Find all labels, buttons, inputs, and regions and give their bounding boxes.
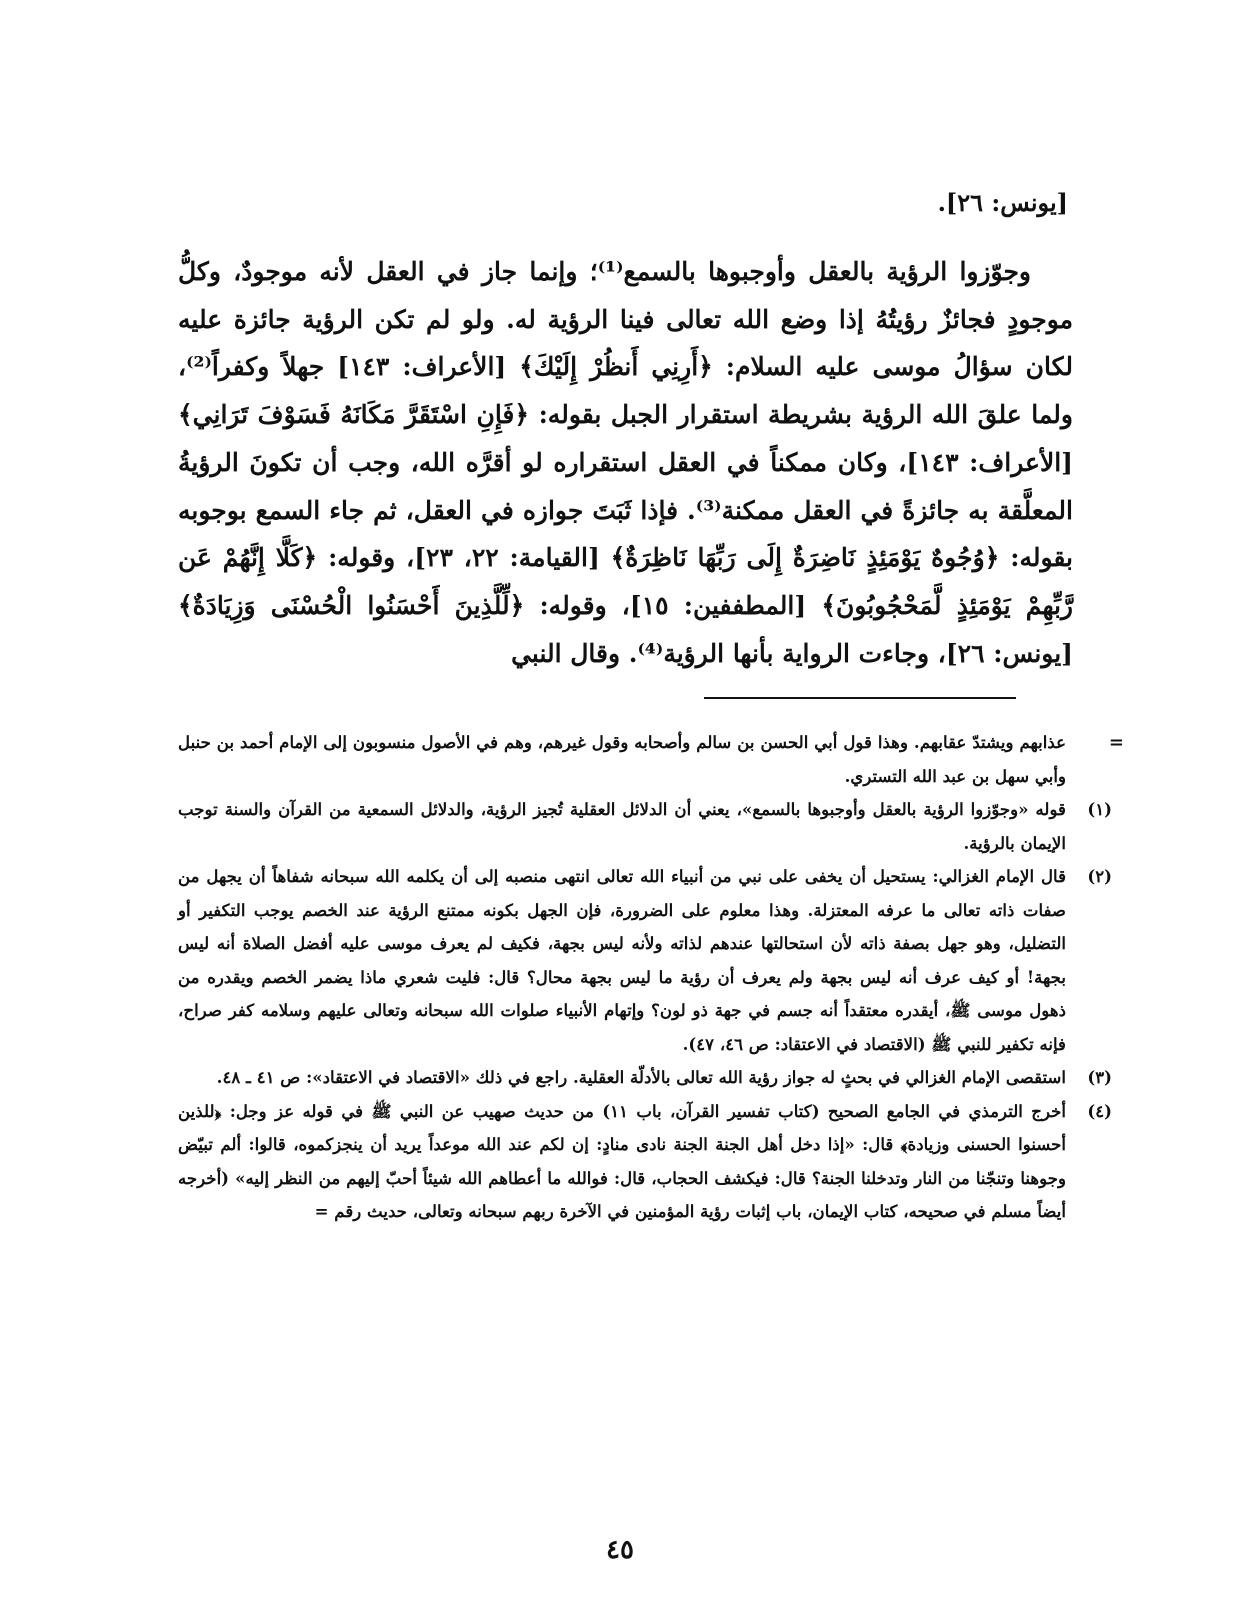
footnote-marker: (٤) [1087,1100,1112,1121]
footnote-2 [178,860,1112,1061]
footnote-separator [704,697,1016,699]
footnote-marker: (١) [1087,799,1112,819]
footnote-text: استقصى الإمام الغزالي في بحثٍ له جواز رؤية الله تعالى بالأدلّة العقلية. راجع في ذلك «الاقتصاد في الاعتقاد»: ص ٤١ ـ ٤٨. [216,1067,1066,1087]
footnote-marker: = [1108,732,1124,753]
footnote-4 [178,1095,1112,1229]
body-paragraph: وجوّزوا الرؤية بالعقل وأوجبوها بالسمع⁽¹⁾؛ وإنما جاز في العقل لأنه موجودٌ، وكلُّ موجودٍ فجائزٌ رؤيتُهُ إذا وضع الله تعالى فينا الرؤية له. ولو لم تكن الرؤية جائزة عليه لكان سؤالُ موسى عليه السلام: ﴿أَرِنِي أَنظُرْ إِلَيْكَ﴾ [الأعراف: ١٤٣] جهلاً وكفراً⁽²⁾، ولما علقَ الله الرؤية بشريطة استقرار الجبل بقوله: ﴿فَإِنِ اسْتَقَرَّ مَكَانَهُ فَسَوْفَ تَرَانِي﴾ [الأعراف: ١٤٣]، وكان ممكناً في العقل استقراره لو أقرَّه الله، وجب أن تكونَ الرؤيةُ المعلَّقة به جائزةً في العقل ممكنة⁽³⁾. فإذا ثَبَتَ جوازه في العقل، ثم جاء السمع بوجوبه بقوله: ﴿وُجُوهٌ يَوْمَئِذٍ نَاضِرَةٌ إِلَى رَبِّهَا نَاظِرَةٌ﴾ [القيامة: ٢٢، ٢٣]، وقوله: ﴿كَلَّا إِنَّهُمْ عَن رَّبِّهِمْ يَوْمَئِذٍ لَّمَحْجُوبُونَ﴾ [المطففين: ١٥]، وقوله: ﴿لِّلَّذِينَ أَحْسَنُوا الْحُسْنَى وَزِيَادَةٌ﴾ [يونس: ٢٦]، وجاءت الرواية بأنها الرؤية⁽⁴⁾. وقال النبي [178,257,1073,668]
verse-reference-line: [يونس: ٢٦]. [937,188,1068,217]
page-number: ٤٥ [606,1535,634,1565]
footnote-1 [178,793,1112,860]
footnote-text: عذابهم ويشتدّ عقابهم. وهذا قول أبي الحسن بن سالم وأصحابه وقول غيرهم، وهم في الأصول منسوبون إلى الإمام أحمد بن حنبل وأبي سهل بن عبد الله التستري. [178,732,1066,786]
footnote-text: قال الإمام الغزالي: يستحيل أن يخفى على نبي من أنبياء الله تعالى انتهى منصبه إلى أن يكلمه الله سبحانه شفاهاً أن يجهل من صفات ذاته تعالى ما عرفه المعتزلة. وهذا معلوم على الضرورة، فإن الجهل بكونه ممتنع الرؤية عند الخصم يوجب التكفير أو التضليل، وهو جهل بصفة ذاته لأن استحالتها عندهم لذاته ولأنه ليس بجهة، فكيف لم يعرف موسى عليه أفضل الصلاة أنه ليس بجهة! أو كيف عرف أنه ليس بجهة ولم يعرف أن رؤية ما ليس بجهة محال؟ قال: فليت شعري ماذا يضمر الخصم ويقدره من ذهول موسى ﷺ، أيقدره معتقداً أنه جسم في جهة ذو لون؟ وإتهام الأنبياء صلوات الله سبحانه وتعالى عليهم وسلامه كفر صراح، فإنه تكفير للنبي ﷺ (الاقتصاد في الاعتقاد: ص ٤٦، ٤٧). [178,866,1066,1054]
main-body [178,248,1073,677]
footnote-marker: (٢) [1087,866,1112,886]
footnote-text: أخرج الترمذي في الجامع الصحيح (كتاب تفسير القرآن، باب ١١) من حديث صهيب عن النبي ﷺ في قوله عز وجل: ﴿للذين أحسنوا الحسنى وزيادة﴾ قال: «إذا دخل أهل الجنة الجنة نادى منادٍ: إن لكم عند الله موعداً يريد أن ينجزكموه، قالوا: ألم تبيّض وجوهنا وتنجّنا من النار وتدخلنا الجنة؟ قال: فيكشف الحجاب، قال: فوالله ما أعطاهم الله شيئاً أحبّ إليهم من النظر إليه» (أخرجه أيضاً مسلم في صحيحه، كتاب الإيمان، باب إثبات رؤية المؤمنين في الآخرة ربهم سبحانه وتعالى، حديث رقم = [178,1100,1066,1221]
footnotes [178,726,1124,1229]
footnote-continuation [178,726,1124,793]
footnote-marker: (٣) [1087,1067,1112,1087]
footnote-text: قوله «وجوّزوا الرؤية بالعقل وأوجبوها بالسمع»، يعني أن الدلائل العقلية تُجيز الرؤية، والدلائل السمعية من القرآن والسنة توجب الإيمان بالرؤية. [178,799,1066,853]
footnote-3 [178,1061,1112,1095]
